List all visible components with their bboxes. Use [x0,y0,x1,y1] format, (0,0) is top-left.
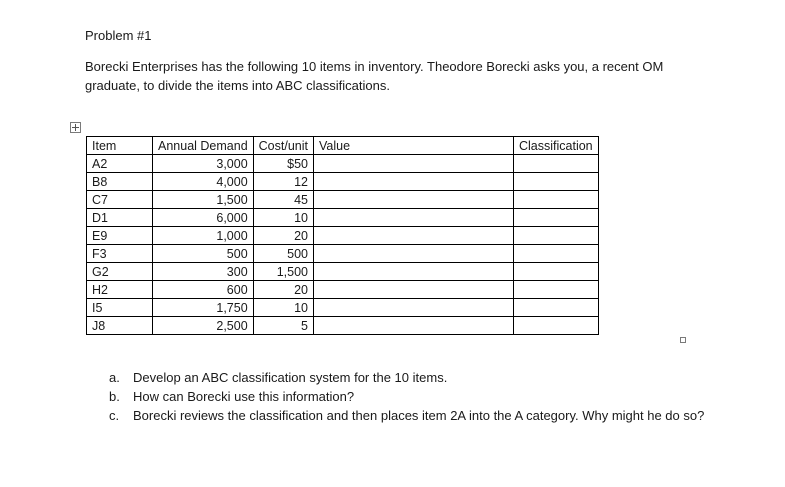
cell-cost-unit: $50 [253,155,313,173]
cell-value[interactable] [314,245,514,263]
cell-cost-unit: 5 [253,317,313,335]
question-text: Develop an ABC classification system for the 10 items. [133,370,448,385]
intro-paragraph: Borecki Enterprises has the following 10 items in inventory. Theodore Borecki asks you, a recent OM graduate, to divide the items into ABC classifications. [85,59,664,93]
cell-value[interactable] [314,209,514,227]
cell-value[interactable] [314,299,514,317]
cell-annual-demand: 6,000 [153,209,254,227]
table-row [87,209,599,227]
table-row [87,263,599,281]
table-resize-handle-icon[interactable] [680,337,686,343]
cell-item: F3 [87,245,153,263]
cell-annual-demand: 500 [153,245,254,263]
cell-classification[interactable] [514,245,599,263]
cell-item: A2 [87,155,153,173]
table-row [87,173,599,191]
table-row [87,317,599,335]
question-item [109,387,709,406]
cell-cost-unit: 20 [253,227,313,245]
table-row [87,299,599,317]
cell-annual-demand: 4,000 [153,173,254,191]
table-row [87,227,599,245]
cell-item: J8 [87,317,153,335]
cell-value[interactable] [314,263,514,281]
cell-cost-unit: 10 [253,299,313,317]
question-letter: c. [109,408,120,423]
cell-annual-demand: 1,750 [153,299,254,317]
cell-cost-unit: 500 [253,245,313,263]
header-classification: Classification [514,137,599,155]
cell-classification[interactable] [514,227,599,245]
cell-value[interactable] [314,173,514,191]
question-text: Borecki reviews the classification and then places item 2A into the A category. Why might he do so? [133,408,705,423]
question-letter: b. [109,389,120,404]
cell-classification[interactable] [514,191,599,209]
inventory-table [86,136,599,335]
cell-value[interactable] [314,281,514,299]
question-text: How can Borecki use this information? [133,389,355,404]
cell-classification[interactable] [514,173,599,191]
cell-cost-unit: 1,500 [253,263,313,281]
cell-annual-demand: 1,500 [153,191,254,209]
cell-item: I5 [87,299,153,317]
table-row [87,191,599,209]
question-item [109,406,709,425]
cell-annual-demand: 600 [153,281,254,299]
table-body [87,155,599,335]
question-letter: a. [109,370,120,385]
table-header-row [87,137,599,155]
table-row [87,281,599,299]
cell-cost-unit: 45 [253,191,313,209]
cell-annual-demand: 300 [153,263,254,281]
cell-item: B8 [87,173,153,191]
question-list [109,368,709,425]
cell-annual-demand: 1,000 [153,227,254,245]
cell-item: H2 [87,281,153,299]
header-annual-demand: Annual Demand [153,137,254,155]
table-move-handle-icon[interactable] [70,122,81,133]
cell-annual-demand: 2,500 [153,317,254,335]
cell-classification[interactable] [514,317,599,335]
cell-classification[interactable] [514,299,599,317]
table-row [87,155,599,173]
cell-value[interactable] [314,227,514,245]
cell-cost-unit: 12 [253,173,313,191]
table-row [87,245,599,263]
cell-annual-demand: 3,000 [153,155,254,173]
cell-item: C7 [87,191,153,209]
cell-value[interactable] [314,155,514,173]
cell-cost-unit: 20 [253,281,313,299]
cell-classification[interactable] [514,281,599,299]
cell-item: G2 [87,263,153,281]
cell-cost-unit: 10 [253,209,313,227]
question-item [109,368,709,387]
cell-item: D1 [87,209,153,227]
cell-classification[interactable] [514,155,599,173]
cell-value[interactable] [314,191,514,209]
cell-classification[interactable] [514,263,599,281]
header-item: Item [87,137,153,155]
cell-item: E9 [87,227,153,245]
cell-classification[interactable] [514,209,599,227]
header-cost-unit: Cost/unit [253,137,313,155]
cell-value[interactable] [314,317,514,335]
problem-title: Problem #1 [85,28,152,43]
header-value: Value [314,137,514,155]
